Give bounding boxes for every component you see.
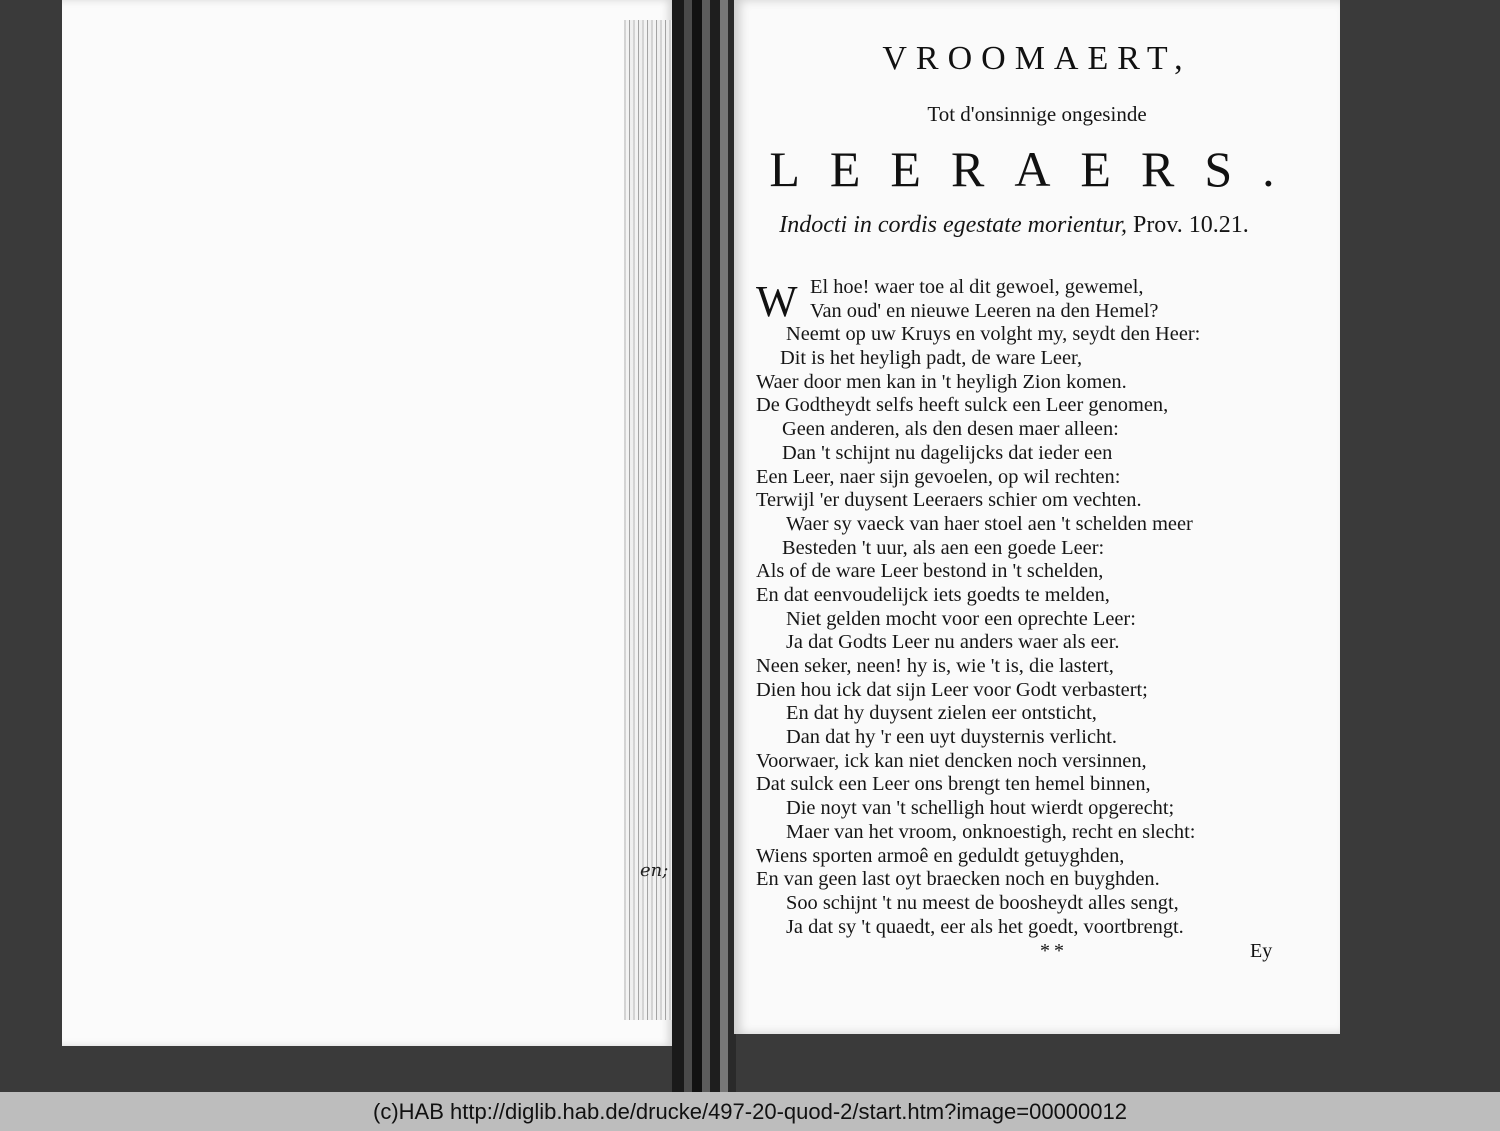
catchword: Ey	[1250, 940, 1273, 962]
poem-line: Neemt op uw Kruys en volght my, seydt den Heer:	[786, 323, 1201, 346]
motto-latin: Indocti in cordis egestate morientur,	[779, 212, 1127, 238]
poem-line: Van oud' en nieuwe Leeren na den Hemel?	[810, 299, 1159, 322]
poem-line: En van geen last oyt braecken noch en buyghden.	[756, 868, 1160, 891]
right-text-page	[734, 0, 1340, 1034]
poem	[756, 276, 1316, 939]
page-heading: LEERAERS.	[769, 141, 1305, 197]
poem-line: Neen seker, neen! hy is, wie 't is, die lastert,	[756, 655, 1114, 677]
page-subtitle: Tot d'onsinnige ongesinde	[927, 102, 1147, 126]
poem-line: Dit is het heyligh padt, de ware Leer,	[780, 347, 1083, 370]
poem-line: Dan 't schijnt nu dagelijcks dat ieder een	[782, 441, 1113, 464]
signature-mark: **	[1040, 940, 1068, 962]
plate-fragment-text: en;	[640, 860, 669, 881]
poem-line: El hoe! waer toe al dit gewoel, gewemel,	[810, 276, 1144, 298]
left-blank-page	[62, 0, 674, 1046]
poem-line: Ja dat sy 't quaedt, eer als het goedt, voortbrengt.	[786, 915, 1184, 938]
poem-line: Niet gelden mocht voor een oprechte Leer:	[786, 607, 1136, 630]
poem-line: Die noyt van 't schelligh hout wierdt opgerecht;	[786, 797, 1175, 820]
motto-reference: Prov. 10.21.	[1132, 212, 1249, 238]
book-gutter	[672, 0, 736, 1092]
poem-line: Dan dat hy 'r een uyt duysternis verlicht.	[786, 726, 1117, 749]
poem-line: Geen anderen, als den desen maer alleen:	[782, 418, 1119, 441]
poem-line: Wiens sporten armoê en geduldt getuyghden,	[756, 844, 1125, 867]
poem-line: Voorwaer, ick kan niet dencken noch versinnen,	[756, 749, 1147, 772]
poem-line: Waer door men kan in 't heyligh Zion komen.	[756, 370, 1127, 393]
poem-line: En dat eenvoudelijck iets goedts te melden,	[756, 583, 1110, 606]
poem-line: De Godtheydt selfs heeft sulck een Leer genomen,	[756, 394, 1169, 417]
poem-line: En dat hy duysent zielen eer ontsticht,	[786, 702, 1097, 725]
poem-line: Maer van het vroom, onknoestigh, recht en slecht:	[786, 820, 1196, 843]
drop-capital: W	[756, 277, 798, 326]
poem-line: Terwijl 'er duysent Leeraers schier om vechten.	[756, 489, 1142, 512]
motto	[754, 212, 1274, 239]
poem-line: Ja dat Godts Leer nu anders waer als eer.	[786, 631, 1120, 654]
page-title: VROOMAERT,	[882, 40, 1192, 77]
poem-line: Besteden 't uur, als aen een goede Leer:	[782, 536, 1105, 559]
copyright-footer: (c)HAB http://diglib.hab.de/drucke/497-20-quod-2/start.htm?image=00000012	[0, 1092, 1500, 1131]
poem-line: Als of de ware Leer bestond in 't schelden,	[756, 560, 1104, 583]
poem-line: Waer sy vaeck van haer stoel aen 't schelden meer	[786, 512, 1193, 535]
poem-line: Soo schijnt 't nu meest de boosheydt alles sengt,	[786, 891, 1179, 914]
poem-line: Een Leer, naer sijn gevoelen, op wil rechten:	[756, 465, 1121, 488]
poem-line: Dat sulck een Leer ons brengt ten hemel binnen,	[756, 773, 1151, 796]
poem-line: Dien hou ick dat sijn Leer voor Godt verbastert;	[756, 678, 1148, 701]
